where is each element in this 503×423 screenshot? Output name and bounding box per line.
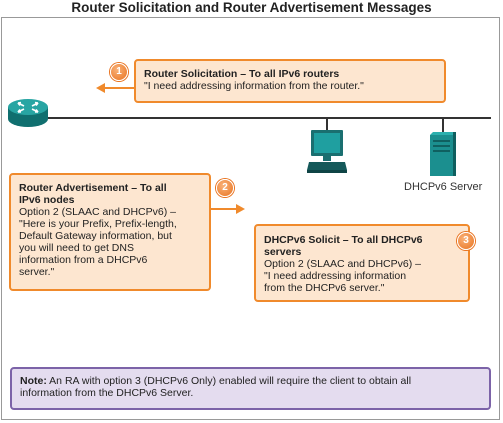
server-label: DHCPv6 Server xyxy=(404,181,483,193)
note-text-1: An RA with option 3 (DHCPv6 Only) enabled will require the client to obtain all xyxy=(46,375,412,387)
ra-body-2: "Here is your Prefix, Prefix-length, xyxy=(19,218,177,230)
diagram-title: Router Solicitation and Router Advertisement Messages xyxy=(71,0,432,15)
ra-body-6: server." xyxy=(19,266,55,278)
ra-step-badge: 2 xyxy=(216,179,234,197)
rs-callout xyxy=(134,59,446,103)
ra-heading-2: IPv6 nodes xyxy=(19,194,75,206)
solicit-body-1: Option 2 (SLAAC and DHCPv6) – xyxy=(264,258,421,270)
note-box xyxy=(10,367,491,410)
router-icon xyxy=(6,95,50,133)
solicit-step-badge: 3 xyxy=(457,232,475,250)
pc-icon xyxy=(307,130,347,174)
solicit-body-2: "I need addressing information xyxy=(264,270,407,282)
rs-body: "I need addressing information from the router." xyxy=(144,80,364,92)
ra-body-4: you will need to get DNS xyxy=(19,242,134,254)
rs-arrow-line xyxy=(104,87,134,89)
ra-arrow-line xyxy=(211,208,237,210)
note-text-2: information from the DHCPv6 Server. xyxy=(20,387,194,399)
solicit-heading-1: DHCPv6 Solicit – To all DHCPv6 xyxy=(264,234,423,246)
ra-heading-1: Router Advertisement – To all xyxy=(19,182,167,194)
ra-body-3: Default Gateway information, but xyxy=(19,230,172,242)
note-label: Note: xyxy=(20,375,47,387)
rs-arrow-head xyxy=(96,83,105,93)
rs-step-badge: 1 xyxy=(110,63,128,81)
server-drop-line xyxy=(442,118,444,132)
rs-heading: Router Solicitation – To all IPv6 routers xyxy=(144,68,340,80)
network-line xyxy=(46,117,491,119)
solicit-body-3: from the DHCPv6 server." xyxy=(264,282,385,294)
ra-arrow-head xyxy=(236,204,245,214)
ra-body-5: information from a DHCPv6 xyxy=(19,254,148,266)
server-icon xyxy=(430,132,456,176)
ra-callout xyxy=(9,173,211,291)
solicit-heading-2: servers xyxy=(264,246,302,258)
solicit-callout xyxy=(254,224,470,302)
ra-body-1: Option 2 (SLAAC and DHCPv6) – xyxy=(19,206,176,218)
